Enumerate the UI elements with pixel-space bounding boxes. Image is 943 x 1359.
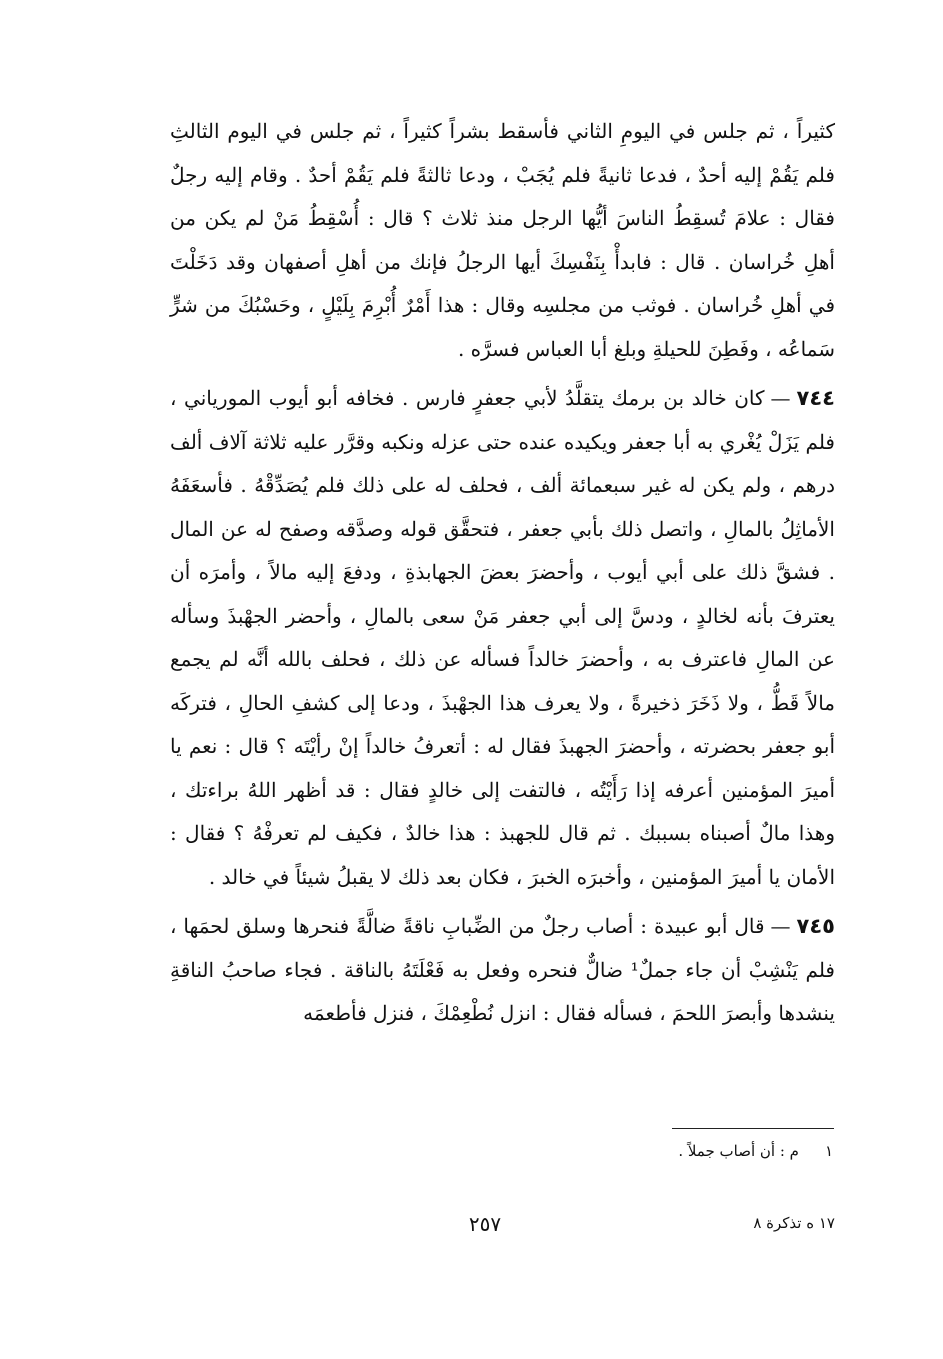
footnote-text: م : أن أصاب جملاً . bbox=[678, 1142, 799, 1160]
paragraph-text: كان خالد بن برمك يتقلَّدُ لأبي جعفرٍ فارس . فخافه أبو أيوب المورياني ، فلم يَزَلْ يُغْري به أبا جعفر ويكيده عنده حتى عزله ونكبه وقرَّر عليه ثلاثة آلاف ألف درهم ، ولم يكن له غير سبعمائة ألف ، فحلف له على ذلك فلم يُصَدِّقْهُ . فأسعَفَهُ الأماثِلُ بالمالِ ، واتصل ذلك بأبي جعفر ، فتحقَّق قوله وصدَّقه وصفح له عن المال . فشقَّ ذلك على أبي أيوب ، وأحضرَ بعضَ الجهابذةِ ، ودفعَ إليه مالاً ، وأمرَه أن يعترفَ بأنه لخالدٍ ، ودسَّ إلى أبي جعفر مَنْ سعى بالمالِ ، وأحضر الجهْبذَ وسأله عن المالِ فاعترف به ، وأحضرَ خالداً فسأله عن ذلك ، فحلف بالله أنَّه لم يجمع مالاً قَطُّ ، ولا ذَخَرَ ذخيرةً ، ولا يعرف هذا الجهْبذَ ، ودعا إلى كشفِ الحالِ ، فتركَه أبو جعفر بحضرته ، وأحضرَ الجهبذَ فقال له : أتعرفُ خالداً إنْ رأيْتَه ؟ قال : نعم يا أميرَ المؤمنين أعرفه إذا رَأَيْتُه ، فالتفت إلى خالدٍ فقال : قد أظهر اللهُ براءتك ، وهذا مالٌ أصبناه بسببك . ثم قال للجهبذ : هذا خالدٌ ، فكيف لم تعرفْهُ ؟ فقال : الأمان يا أميرَ المؤمنين ، وأخبرَه الخبرَ ، فكان بعد ذلك لا يقبلُ شيئاً في خالد . bbox=[170, 386, 835, 889]
paragraph-744 bbox=[170, 377, 835, 899]
footnote-divider bbox=[672, 1128, 834, 1129]
paragraph-number: ٧٤٤ bbox=[796, 386, 835, 410]
footnote-number: ١ bbox=[824, 1142, 833, 1160]
paragraph-number: ٧٤٥ bbox=[796, 914, 835, 938]
body-text bbox=[170, 110, 835, 1036]
paragraph-text: كثيراً ، ثم جلس في اليومِ الثاني فأسقط بشراً كثيراً ، ثم جلس في اليوم الثالثِ فلم يَقُمْ إليه أحدٌ ، فدعا ثانيةً فلم يُجَبْ ، ودعا ثالثةً فلم يَقُمْ أحدٌ . وقام إليه رجلٌ فقال : علامَ تُسقِطُ الناسَ أيُّها الرجل منذ ثلاث ؟ قال : أُسْقِطُ مَنْ لم يكن من أهلِ خُراسان . قال : فابدأْ بِنَفْسِكَ أيها الرجلُ فإنك من أهلِ أصفهان وقد دَخَلْتَ في أهلِ خُراسان . فوثب من مجلسِه وقال : هذا أَمْرٌ أُبْرِمَ بِلَيْلٍ ، وحَسْبُكَ من شرٍّ سَماعُه ، وفَطِنَ للحيلةِ وبلغ أبا العباس فسرَّه . bbox=[170, 119, 835, 361]
printer-signature: ١٧ ه تذكرة ٨ bbox=[753, 1214, 835, 1232]
footnote bbox=[500, 1140, 833, 1162]
page-number: ٢٥٧ bbox=[468, 1212, 502, 1236]
paragraph-continuation bbox=[170, 110, 835, 371]
paragraph-745 bbox=[170, 905, 835, 1036]
dash: — bbox=[770, 914, 791, 938]
dash: — bbox=[770, 386, 791, 410]
paragraph-text: قال أبو عبيدة : أصاب رجلٌ من الضِّبابِ ناقةً ضالَّةً فنحرها وسلق لحمَها ، فلم يَنْشِبْ أن جاء جملٌ¹ ضالٌّ فنحره وفعل به فَعْلَتَهُ بالناقة . فجاء صاحبُ الناقةِ ينشدها وأبصرَ اللحمَ ، فسأله فقال : انزل نُطْعِمْكَ ، فنزل فأطعمَه bbox=[170, 914, 835, 1025]
